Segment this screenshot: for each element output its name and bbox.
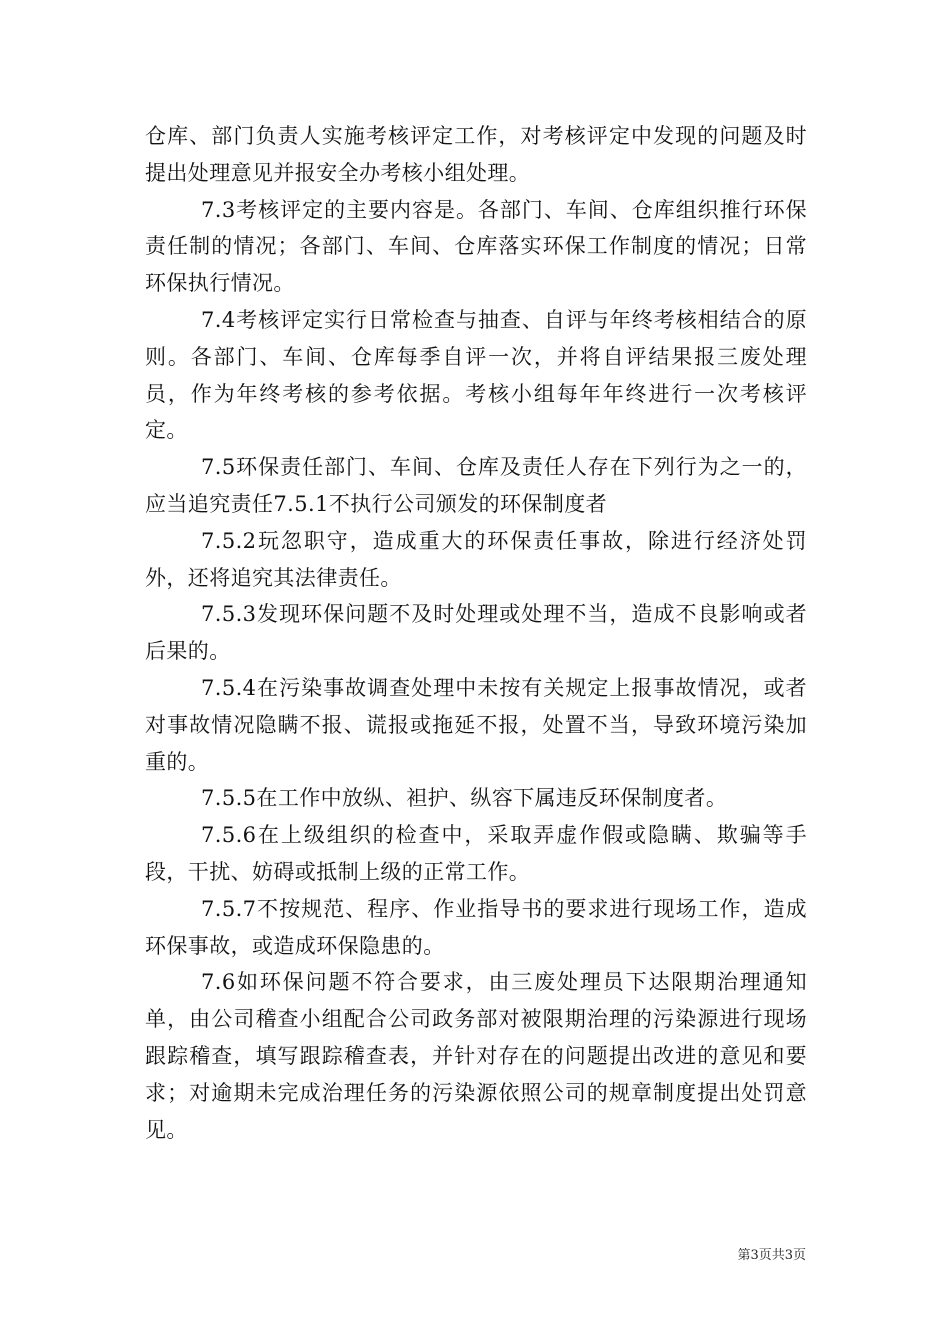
paragraph-7-5-5: 7.5.5在工作中放纵、袒护、纵容下属违反环保制度者。 — [201, 786, 728, 811]
paragraph-7-4: 7.4考核评定实行日常检查与抽查、自评与年终考核相结合的原则。各部门、车间、仓库每季自评一次，并将自评结果报三废处理员，作为年终考核的参考依据。考核小组每年年终进行一次考核评定。 — [145, 307, 807, 443]
page-number-footer: 第3页共3页 — [737, 1248, 806, 1263]
paragraph-7-5-6: 7.5.6在上级组织的检查中，采取弄虚作假或隐瞒、欺骗等手段，干扰、妨碍或抵制上级的正常工作。 — [145, 823, 807, 884]
paragraph-7-6: 7.6如环保问题不符合要求，由三废处理员下达限期治理通知单，由公司稽查小组配合公司政务部对被限期治理的污染源进行现场跟踪稽查，填写跟踪稽查表，并针对存在的问题提出改进的意见和要求；对逾期未完成治理任务的污染源依照公司的规章制度提出处罚意见。 — [145, 970, 807, 1142]
paragraph-7-5-7: 7.5.7不按规范、程序、作业指导书的要求进行现场工作，造成环保事故，或造成环保隐患的。 — [145, 896, 807, 958]
document-body — [145, 118, 807, 1148]
paragraph-7-5-2: 7.5.2玩忽职守，造成重大的环保责任事故，除进行经济处罚外，还将追究其法律责任。 — [145, 528, 807, 590]
paragraph-7-5: 7.5环保责任部门、车间、仓库及责任人存在下列行为之一的，应当追究责任7.5.1不执行公司颁发的环保制度者 — [145, 455, 807, 516]
paragraph-7-5-4: 7.5.4在污染事故调查处理中未按有关规定上报事故情况，或者对事故情况隐瞒不报、谎报或拖延不报，处置不当，导致环境污染加重的。 — [145, 675, 807, 774]
paragraph-7-5-3: 7.5.3发现环保问题不及时处理或处理不当，造成不良影响或者后果的。 — [145, 602, 807, 664]
paragraph-7-3: 7.3考核评定的主要内容是。各部门、车间、仓库组织推行环保责任制的情况；各部门、车间、仓库落实环保工作制度的情况；日常环保执行情况。 — [145, 197, 807, 296]
paragraph-1: 仓库、部门负责人实施考核评定工作，对考核评定中发现的问题及时提出处理意见并报安全办考核小组处理。 — [145, 124, 807, 185]
